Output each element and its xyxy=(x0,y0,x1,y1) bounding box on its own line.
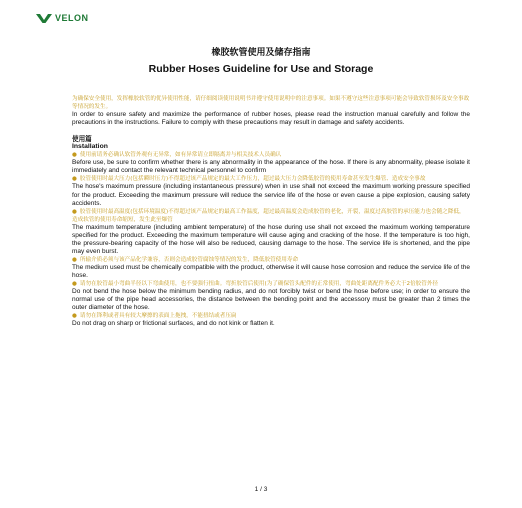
bullet-text-english: Before use, be sure to confirm whether there is any abnormality in the appearance of the hose. If there is any abnormality, please isolate it immediately and contact the relevant technical personnel to confirm xyxy=(72,159,470,175)
list-item xyxy=(72,312,470,328)
list-item xyxy=(72,280,470,312)
list-item xyxy=(72,208,470,256)
list-item xyxy=(72,151,470,175)
page-number: 1 / 3 xyxy=(254,486,268,493)
document-title-chinese: 橡胶软管使用及储存指南 xyxy=(211,48,311,58)
bullet-text-english: The maximum temperature (including ambient temperature) of the hose during use shall not exceed the maximum working temperature specified for the product. Exceeding the maximum temperature will cause aging and cracking of the hose. If the temperature is too high, the pressure-bearing capacity of the hose will also be reduced, causing damage to the hose. The service life is shortened, and the pipe may even burst. xyxy=(72,223,470,255)
document-title-english: Rubber Hoses Guideline for Use and Storage xyxy=(148,63,374,75)
bullet-text-chinese: 请勿在锋利或者具有较大摩擦的表面上拖拽，不能扭结或者压扁 xyxy=(79,313,237,320)
bullet-icon: ● xyxy=(72,256,77,263)
bullet-text-chinese: 请勿在胶管最小弯曲半径以下弯曲使用，也不要强行扭曲。弯折胶管后使用(为了确保管头配件的正常使用，弯曲处距离配件务必大于2倍胶管外径 xyxy=(79,281,439,288)
section-heading-chinese: 使用篇 xyxy=(72,135,92,144)
document-body xyxy=(72,95,470,328)
logo-text: VELON xyxy=(55,13,89,23)
intro-english: In order to ensure safety and maximize the performance of rubber hoses, please read the instruction manual carefully and follow the precautions in the instructions. Failure to comply with these precautions may result in damage and safety accidents. xyxy=(72,111,470,127)
bullet-text-chinese: 胶管使用时最高温度(包括环境温度)不得超过该产品规定的最高工作温度，超过最高温度会造成胶管的老化，开裂，温度过高胶管的承压能力也会随之降低，造成软管的使用寿命缩短，发生此至爆管 xyxy=(72,208,465,223)
bullet-icon: ● xyxy=(72,208,77,215)
section-heading-english: Installation xyxy=(72,143,108,151)
bullet-text-english: The hose's maximum pressure (including instantaneous pressure) when in use shall not exceed the maximum working pressure specified for the product. Exceeding the maximum pressure will reduce the service life of the hose or even cause a pipe explosion, causing safety accidents. xyxy=(72,183,470,207)
spacer xyxy=(72,127,470,135)
bullet-text-english: Do not drag on sharp or frictional surfaces, and do not kink or flatten it. xyxy=(72,320,275,328)
list-item xyxy=(72,175,470,207)
bullet-text-english: Do not bend the hose below the minimum bending radius, and do not forcibly twist or bend the hose before use; in order to ensure the normal use of the pipe head accessories, the distance between the bending point and the accessory must be greater than 2 times the outer diameter of the hose. xyxy=(72,288,470,312)
bullet-text-chinese: 胶管使用时最大压力(包括瞬时压力)不得超过该产品规定的最大工作压力，超过最大压力会降低胶管的使用寿命甚至发生爆管、造成安全事故 xyxy=(79,176,426,183)
bullet-text-english: The medium used must be chemically compatible with the product, otherwise it will cause hose corrosion and reduce the service life of the hose. xyxy=(72,263,470,279)
bullet-icon: ● xyxy=(72,313,77,320)
bullet-icon: ● xyxy=(72,176,77,183)
bullet-text-chinese: 使用前请务必确认软管外观有无异常，如有异常请立即隔离并与相关技术人员确认 xyxy=(79,152,282,159)
bullet-text-chinese: 所输介质必须与该产品化学兼容，否则会造成胶管腐蚀等情况的发生，降低胶管使用寿命 xyxy=(79,256,299,263)
velon-logo-icon xyxy=(36,14,52,23)
bullet-icon: ● xyxy=(72,152,77,159)
intro-chinese: 为确保安全使用，发挥橡胶软管的优异使用性能，请仔细阅读使用说明书并遵守使用说明中的注意事项。如果不遵守这些注意事项可能会导致软管损坏及安全事故等情况的发生。 xyxy=(72,96,470,111)
list-item xyxy=(72,256,470,280)
bullet-icon: ● xyxy=(72,281,77,288)
brand-logo xyxy=(36,13,89,23)
